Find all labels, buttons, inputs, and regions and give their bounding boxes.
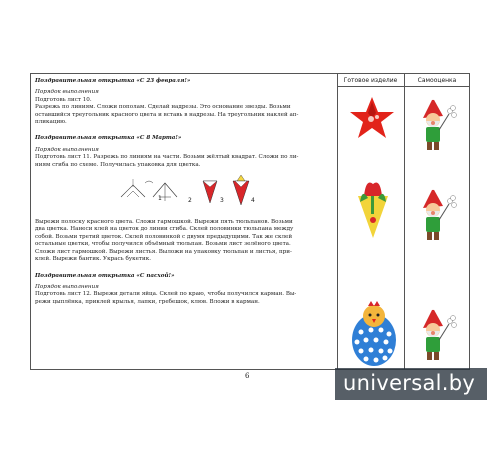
header-divider (337, 86, 469, 87)
instruction-line: оставшийся треугольник красного цвета и вставь в надрезы. На треугольник наклей ап- (35, 111, 299, 118)
instruction-line: Подготовь лист 10. (35, 96, 92, 103)
step-number: 1 (158, 195, 162, 203)
instruction-line: остальные цветки, чтобы получился объёмный тюльпан. Возьми лист зелёного цвета. (35, 241, 291, 248)
column-divider (404, 74, 405, 369)
instruction-table (30, 73, 470, 370)
easter-egg-craft-image (351, 300, 397, 366)
instruction-line: Сложи лист гармошкой. Вырежи листья. Выложи на упаковку тюльпан и листья, при- (35, 248, 292, 255)
section-title: Поздравительная открытка «С 23 февраля!» (35, 78, 191, 84)
step-number: 3 (220, 197, 224, 205)
column-divider (337, 74, 338, 369)
instruction-line: Вырежи полоску красного цвета. Сложи гармошкой. Вырежи пять тюльпанов. Возьми (35, 219, 293, 226)
instruction-line: клей. Вырежи бантик. Укрась букетик. (35, 256, 152, 263)
section-subtitle: Порядок выполнения (35, 283, 99, 290)
watermark-banner (335, 368, 487, 400)
watermark-text: universal.by (343, 371, 476, 395)
instruction-line: режи цыплёнка, приклей крылья, лапки, гребешок, клюв. Вложи в карман. (35, 298, 260, 305)
instruction-line: два цветка. Нанеси клей на цветок до линии сгиба. Склей половинки тюльпана между (35, 226, 294, 233)
header-self-assessment: Самооценка (417, 77, 457, 84)
instruction-line: собой. Возьми третий цветок. Склей половинкой с двумя предыдущими. Так же склей (35, 233, 293, 240)
section-title: Поздравительная открытка «С пасхой!» (35, 272, 175, 279)
star-craft-image (349, 96, 395, 140)
instruction-line: ниям сгиба по схеме. Получилась упаковка для цветка. (35, 161, 201, 168)
gnome-icon (417, 96, 461, 154)
section-subtitle: Порядок выполнения (35, 146, 99, 153)
instruction-line: пликацию. (35, 119, 67, 126)
paper-fold-diagram-icon (119, 175, 279, 211)
header-finished-product: Готовое изделие (343, 77, 398, 84)
gnome-icon (417, 306, 461, 364)
paper-fold-diagram (35, 175, 335, 211)
instruction-line: Разрежь по линиям. Сложи пополам. Сделай надрезы. Это основание звезды. Возьми (35, 104, 291, 111)
page-number: 6 (245, 372, 250, 380)
instruction-line: Подготовь лист 12. Вырежи детали яйца. Склей по краю, чтобы получился карман. Вы- (35, 291, 297, 298)
step-number: 2 (188, 197, 192, 205)
section-title: Поздравительная открытка «С 8 Марта!» (35, 135, 182, 142)
tulip-craft-image (356, 176, 390, 242)
section-subtitle: Порядок выполнения (35, 89, 99, 96)
instruction-line: Подготовь лист 11. Разрежь по линиям на части. Возьми жёлтый квадрат. Сложи по ли- (35, 154, 299, 161)
step-number: 4 (251, 197, 255, 205)
gnome-icon (417, 186, 461, 244)
instructions-column (35, 78, 335, 306)
